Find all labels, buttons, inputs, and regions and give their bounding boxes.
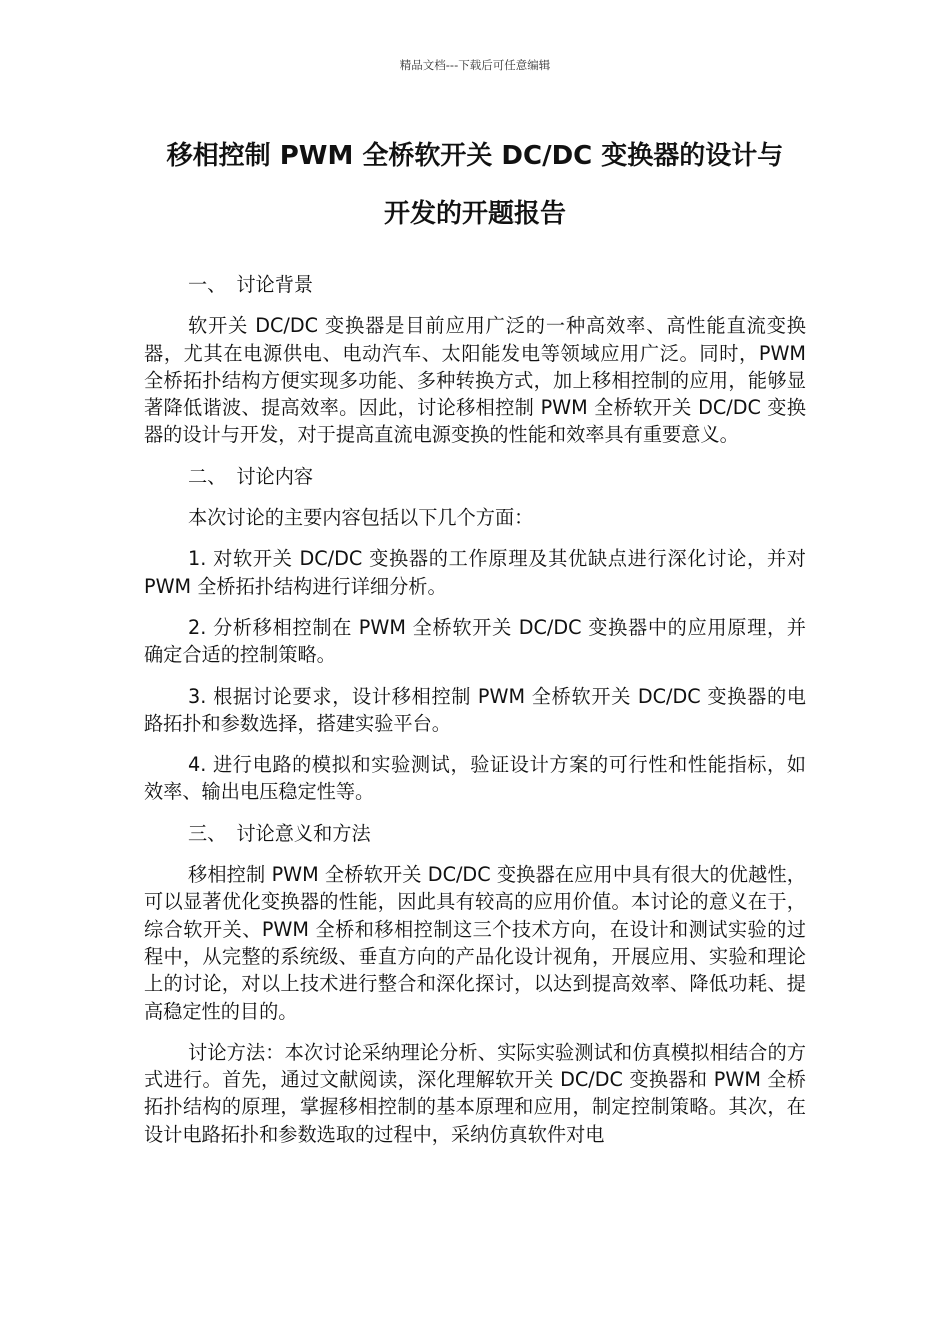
- document-title-line-2: 开发的开题报告: [383, 199, 566, 229]
- section-number: 三、: [188, 821, 227, 845]
- section-heading-content: [144, 463, 806, 490]
- section-heading-significance: [144, 820, 806, 847]
- section-title: 讨论意义和方法: [236, 821, 371, 845]
- paragraph-background: 软开关 DC/DC 变换器是目前应用广泛的一种高效率、高性能直流变换器，尤其在电源供电、电动汽车、太阳能发电等领域应用广泛。同时，PWM 全桥拓扑结构方便实现多功能、多种转换方式，加上移相控制的应用，能够显著降低谐波、提高效率。因此，讨论移相控制 PWM 全桥软开关 DC/DC 变换器的设计与开发，对于提高直流电源变换的性能和效率具有重要意义。: [144, 314, 806, 447]
- section-number: 一、: [188, 273, 227, 296]
- header-note: 精品文档---下载后可任意编辑: [399, 58, 551, 72]
- section-title: 讨论内容: [236, 464, 314, 488]
- list-item: 3. 根据讨论要求，设计移相控制 PWM 全桥软开关 DC/DC 变换器的电路拓扑和参数选择，搭建实验平台。: [144, 684, 806, 735]
- document-title-line-1: 移相控制 PWM 全桥软开关 DC/DC 变换器的设计与: [166, 141, 784, 171]
- list-item: 4. 进行电路的模拟和实验测试，验证设计方案的可行性和性能指标，如效率、输出电压稳定性等。: [144, 753, 806, 804]
- list-item: 2. 分析移相控制在 PWM 全桥软开关 DC/DC 变换器中的应用原理，并确定合适的控制策略。: [144, 615, 806, 667]
- paragraph-method: 讨论方法：本次讨论采纳理论分析、实际实验测试和仿真模拟相结合的方式进行。首先，通过文献阅读，深化理解软开关 DC/DC 变换器和 PWM 全桥拓扑结构的原理，掌握移相控制的基本原理和应用，制定控制策略。其次，在设计电路拓扑和参数选取的过程中，采纳仿真软件对电: [144, 1040, 806, 1146]
- section-number: 二、: [188, 464, 227, 488]
- paragraph-content-intro: 本次讨论的主要内容包括以下几个方面：: [188, 506, 534, 530]
- list-item: 1. 对软开关 DC/DC 变换器的工作原理及其优缺点进行深化讨论，并对 PWM 全桥拓扑结构进行详细分析。: [144, 547, 806, 598]
- section-heading-background: [144, 271, 806, 298]
- document-body: [144, 271, 806, 1162]
- section-title: 讨论背景: [236, 273, 314, 296]
- paragraph-significance: 移相控制 PWM 全桥软开关 DC/DC 变换器在应用中具有很大的优越性，可以显著优化变换器的性能，因此具有较高的应用价值。本讨论的意义在于，综合软开关、PWM 全桥和移相控制这三个技术方向，在设计和测试实验的过程中，从完整的系统级、垂直方向的产品化设计视角，开展应用、实验和理论上的讨论，对以上技术进行整合和深化探讨，以达到提高效率、降低功耗、提高稳定性的目的。: [144, 863, 806, 1023]
